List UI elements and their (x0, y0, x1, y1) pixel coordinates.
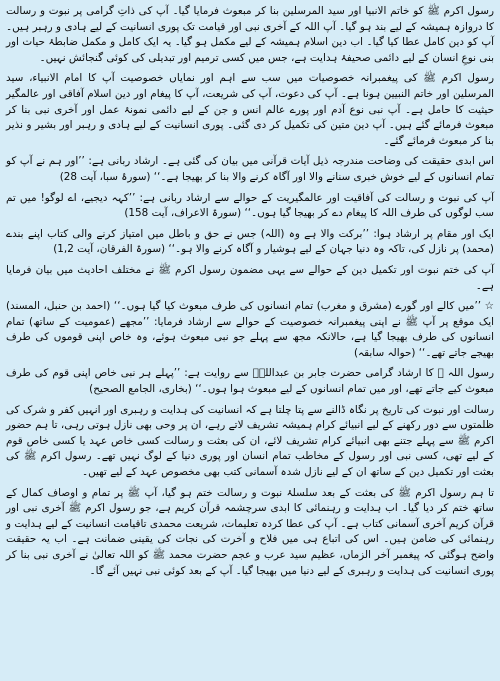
paragraph-8: رسول اللہ ﷺ کا ارشاد گرامی حضرت جابر بن عبداللہؓ سے روایت ہے: ’’پہلے ہر نبی خاص اپنی قوم کی طرف مبعوث کیے جاتے تھے، اور میں تمام انسانوں کے لیے مبعوث ہوا ہوں۔‘‘ (بخاری، الجامع الصحیح) (6, 367, 494, 396)
paragraph-3: اس ابدی حقیقت کی وضاحت مندرجہ ذیل آیات قرآنی میں بیان کی گئی ہے۔ ارشاد ربانی ہے: ’’اور ہم نے آپ کو تمام انسانوں کے لیے خوش خبری سنانے والا اور آگاہ کرنے والا بنا کر بھیجا ہے۔‘‘ (سورۂ سبا، آیت 28) (6, 155, 494, 183)
paragraph-5: ایک اور مقام پر ارشاد ہوا: ’’برکت والا ہے وہ (اللہ) جس نے حق و باطل میں امتیاز کرنے والی کتاب اپنے بندے (محمد) پر نازل کی، تاکہ وہ دنیا جہان کے لیے ہوشیار و آگاہ کرنے والا ہو۔‘‘ (سورۃ الفرقان، آیت 1,2) (6, 227, 494, 256)
paragraph-4: آپ کی نبوت و رسالت کی آفاقیت اور عالمگیریت کے حوالے سے ارشاد ربانی ہے: ’’کہہ دیجیے، اے لوگو! میں تم سب لوگوں کی طرف اللہ کا پیغام دے کر بھیجا گیا ہوں۔‘‘ (سورۃ الاعراف، آیت 158) (6, 191, 494, 220)
paragraph-7: ☆ ’’میں کالے اور گورے (مشرق و مغرب) تمام انسانوں کی طرف مبعوث کیا گیا ہوں۔‘‘ (احمد بن حنبل، المسند) ایک موقع پر آپ ﷺ نے اپنی پیغمبرانہ خصوصیت کے حوالے سے ارشاد فرمایا: ’’مجھے (عمومیت کے ساتھ) تمام انسانوں کی طرف بھیجا گیا ہے، حالانکہ مجھ سے پہلے جو نبی مبعوث ہوئے، وہ خاص اپنی قوموں کی طرف بھیجے جاتے تھے۔‘‘ (حوالہ سابقہ) (6, 300, 494, 359)
paragraph-2: رسول اکرم ﷺ کی پیغمبرانہ خصوصیات میں سب سے اہم اور نمایاں خصوصیت آپ کا امام الانبیاء، سید المرسلین اور خاتم النبیین ہونا ہے۔ آپ کی دعوت، آپ کی شریعت، آپ کا پیغام اور دین اسلام آفاقی اور عالمگیر حیثیت کا حامل ہے۔ آپ نبی نوع آدم اور پورے عالم انس و جن کے لیے دائمی نمونۂ عمل اور آخری نبی بنا کر مبعوث فرمائے گئے ہیں۔ آپ دین متین کی تکمیل کر دی گئی۔ پوری انسانیت کے لیے ہادی و رہبر اور بشیر و نذیر بنا کر مبعوث فرمائے گئے۔ (6, 72, 494, 147)
paragraph-1: رسول اکرم ﷺ کو خاتم الانبیا اور سید المرسلین بنا کر مبعوث فرمایا گیا۔ آپ کی ذاتِ گرامی پر نبوت و رسالت کا دروازہ ہمیشہ کے لیے بند ہو گیا۔ آپ اللہ کے آخری نبی اور قیامت تک پوری انسانیت کے لیے ہادی و رہبر ہیں۔ آپ کو دین کامل عطا کیا گیا۔ اب دین اسلام ہمیشہ کے لیے مکمل ہو گیا۔ یہ ایک کامل و مکمل ضابطۂ حیات اور بنی نوعِ انسان کے لیے دائمی صحیفۂ ہدایت ہے، جس میں کسی ترمیم اور تبدیلی کی کوئی گنجائش نہیں۔ (6, 5, 494, 64)
paragraph-10: تا ہم رسول اکرم ﷺ کی بعثت کے بعد سلسلۂ نبوت و رسالت ختم ہو گیا، آپ ﷺ پر تمام و اوصاف کمال کے ساتھ ختم کر دیا گیا۔ اب ہدایت و رہنمائی کا ابدی سرچشمہ قرآن کریم ہے، جو رسول اکرم ﷺ آخری نبی اور قرآن کریم آخری آسمانی کتاب ہے۔ آپ کی عطا کردہ تعلیمات، شریعت محمدی تاقیامت انسانیت کے لیے ہدایت و رہنمائی کی ضامن ہیں۔ اس کی اتباع ہی میں فلاح و آخرت کی نجات کی یقینی ضمانت ہے۔ اب یہ حقیقت واضح ہوگئی کہ پیغمبر آخر الزماں، عظیم سید عرب و عجم حضرت محمد ﷺ کو اللہ تعالیٰ نے آخری نبی بنا کر پوری انسانیت کی ہدایت و رہبری کے لیے دنیا میں بھیجا گیا۔ آپ کے بعد کوئی نبی نہیں آئے گا۔ (6, 486, 494, 577)
paragraph-6: آپ کی ختم نبوت اور تکمیل دین کے حوالے سے یہی مضمون رسول اکرم ﷺ نے مختلف احادیث میں بیان فرمایا ہے۔ (6, 263, 494, 292)
paragraph-9: رسالت اور نبوت کی تاریخ پر نگاہ ڈالنے سے پتا چلتا ہے کہ انسانیت کی ہدایت و رہبری اور انہیں کفر و شرک کی ظلمتوں سے دور رکھنے کے لیے انبیائے کرام ہمیشہ تشریف لاتے رہے، ان پر وحی بھی نازل ہوتی رہی، تا ہم حضور اکرم ﷺ سے پہلے جتنے بھی انبیائے کرام تشریف لائے، ان کی بعثت و رسالت کسی خاص عہد یا کسی خاص قوم کے لیے تھی، کسی نبی اور رسول کے مخاطب تمام انسان اور پوری دنیا کے لوگ نہیں تھے۔ رسول اکرم ﷺ کی بعثت اور تکمیل دین کے ساتھ ان کے لیے نازل شدہ آسمانی کتب بھی مخصوص عہد کے لیے تھیں۔ (6, 403, 494, 479)
